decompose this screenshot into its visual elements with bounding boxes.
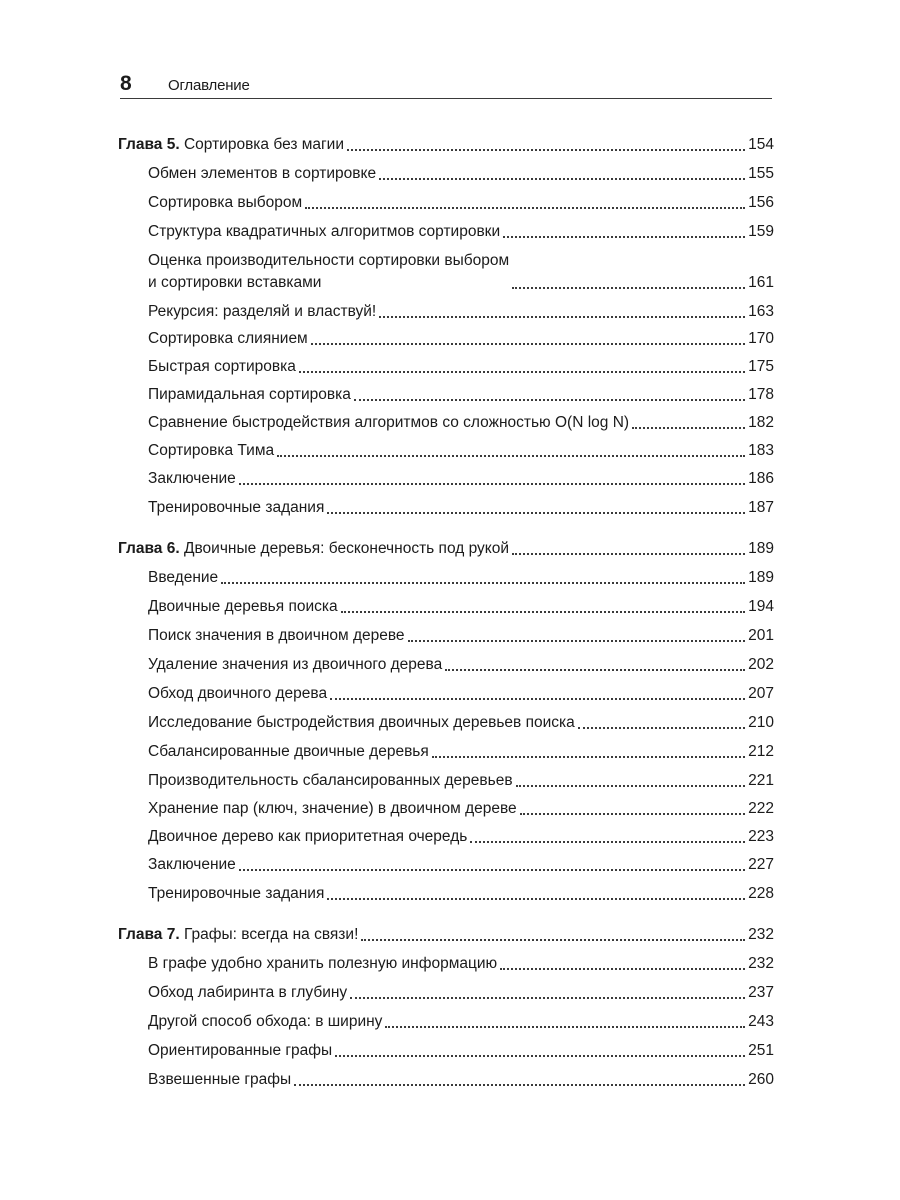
toc-entry — [148, 683, 774, 705]
toc-entry — [148, 301, 774, 323]
toc-entry — [148, 625, 774, 647]
dot-leader — [361, 939, 745, 941]
dot-leader — [294, 1084, 745, 1086]
section-title: Пирамидальная сортировка — [148, 386, 351, 403]
chapter-label: Глава 7. — [118, 926, 180, 943]
page-ref: 212 — [748, 743, 774, 760]
dot-leader — [327, 898, 745, 900]
page-ref: 175 — [748, 358, 774, 375]
section-title: Поиск значения в двоичном дереве — [148, 627, 405, 644]
toc-entry — [148, 854, 774, 876]
chapter-heading — [118, 134, 774, 156]
toc-entry — [148, 250, 774, 294]
dot-leader — [520, 813, 745, 815]
section-title: Другой способ обхода: в ширину — [148, 1013, 383, 1030]
chapter-title — [118, 134, 344, 156]
section-title: Обход двоичного дерева — [148, 685, 328, 702]
chapter-name: Сортировка без магии — [183, 136, 345, 153]
page-ref: 228 — [748, 885, 774, 902]
page-ref: 222 — [748, 800, 774, 817]
section-title-line: Оценка производительности сортировки выбором — [148, 252, 510, 269]
section-title: Двоичные деревья поиска — [148, 598, 338, 615]
section-title: Сортировка Тима — [148, 442, 275, 459]
toc-entry — [148, 440, 774, 462]
page-ref: 201 — [748, 627, 774, 644]
chapter-label: Глава 5. — [118, 136, 180, 153]
page-ref: 207 — [748, 685, 774, 702]
toc-entry — [148, 826, 774, 848]
toc-entry — [148, 384, 774, 406]
dot-leader — [341, 611, 746, 613]
chapter-label: Глава 6. — [118, 540, 180, 557]
section-title: Быстрая сортировка — [148, 358, 296, 375]
section-title: Исследование быстродействия двоичных деревьев поиска — [148, 714, 575, 731]
dot-leader — [330, 698, 745, 700]
section-title-line: и сортировки вставками — [148, 274, 322, 291]
dot-leader — [578, 727, 745, 729]
section-title: Заключение — [148, 470, 236, 487]
section-title: Введение — [148, 569, 219, 586]
toc-entry — [148, 567, 774, 589]
dot-leader — [512, 287, 745, 289]
toc-entry — [148, 741, 774, 763]
chapter-name: Графы: всегда на связи! — [183, 926, 359, 943]
page-ref: 155 — [748, 165, 774, 182]
dot-leader — [299, 371, 745, 373]
dot-leader — [445, 669, 745, 671]
page-header — [120, 72, 772, 99]
dot-leader — [277, 455, 745, 457]
dot-leader — [512, 553, 745, 555]
page-ref: 170 — [748, 330, 774, 347]
page-ref: 237 — [748, 984, 774, 1001]
section-title: Производительность сбалансированных деревьев — [148, 772, 513, 789]
page-ref: 232 — [748, 926, 774, 943]
section-title: Хранение пар (ключ, значение) в двоичном дереве — [148, 800, 517, 817]
dot-leader — [408, 640, 746, 642]
page-number: 8 — [120, 72, 132, 95]
dot-leader — [470, 841, 745, 843]
toc-entry — [148, 221, 774, 243]
dot-leader — [239, 483, 745, 485]
section-title: Сортировка выбором — [148, 194, 303, 211]
section-title: Тренировочные задания — [148, 885, 325, 902]
toc-entry — [148, 712, 774, 734]
dot-leader — [327, 512, 745, 514]
toc-entry — [148, 982, 774, 1004]
section-title: Сбалансированные двоичные деревья — [148, 743, 429, 760]
dot-leader — [354, 399, 745, 401]
dot-leader — [305, 207, 745, 209]
toc-entry — [148, 356, 774, 378]
page-ref: 210 — [748, 714, 774, 731]
dot-leader — [516, 785, 746, 787]
page-ref: 189 — [748, 540, 774, 557]
toc-entry — [148, 770, 774, 792]
section-title: Сравнение быстродействия алгоритмов со сложностью O(N log N) — [148, 414, 630, 431]
dot-leader — [632, 427, 745, 429]
section-title: Ориентированные графы — [148, 1042, 333, 1059]
page-ref: 182 — [748, 414, 774, 431]
page-ref: 159 — [748, 223, 774, 240]
toc-entry — [148, 798, 774, 820]
page-ref: 154 — [748, 136, 774, 153]
page-ref: 227 — [748, 856, 774, 873]
dot-leader — [239, 869, 745, 871]
dot-leader — [221, 582, 745, 584]
section-title: Обмен элементов в сортировке — [148, 165, 377, 182]
toc-entry — [148, 654, 774, 676]
section-title: Рекурсия: разделяй и властвуй! — [148, 303, 377, 320]
page-ref: 202 — [748, 656, 774, 673]
toc-entry — [148, 953, 774, 975]
dot-leader — [379, 316, 745, 318]
toc-entry — [148, 1069, 774, 1091]
toc-entry — [148, 883, 774, 905]
dot-leader — [500, 968, 745, 970]
page-ref: 232 — [748, 955, 774, 972]
toc-entry — [148, 1040, 774, 1062]
dot-leader — [385, 1026, 745, 1028]
dot-leader — [347, 149, 745, 151]
toc-entry — [148, 497, 774, 519]
section-title — [148, 250, 509, 294]
toc-entry — [148, 192, 774, 214]
page-ref: 161 — [748, 274, 774, 291]
page-ref: 260 — [748, 1071, 774, 1088]
page-ref: 186 — [748, 470, 774, 487]
page-ref: 183 — [748, 442, 774, 459]
page-ref: 221 — [748, 772, 774, 789]
chapter-title — [118, 538, 509, 560]
toc-entry — [148, 596, 774, 618]
toc-entry — [148, 412, 774, 434]
page-ref: 251 — [748, 1042, 774, 1059]
toc-entry — [148, 468, 774, 490]
chapter-heading — [118, 924, 774, 946]
section-title: Взвешенные графы — [148, 1071, 292, 1088]
page-ref: 243 — [748, 1013, 774, 1030]
dot-leader — [432, 756, 745, 758]
dot-leader — [379, 178, 745, 180]
section-title: Тренировочные задания — [148, 499, 325, 516]
running-title: Оглавление — [168, 77, 250, 94]
chapter-heading — [118, 538, 774, 560]
toc-entry — [148, 163, 774, 185]
dot-leader — [503, 236, 745, 238]
dot-leader — [335, 1055, 745, 1057]
section-title: Структура квадратичных алгоритмов сортировки — [148, 223, 501, 240]
page-ref: 163 — [748, 303, 774, 320]
section-title: В графе удобно хранить полезную информацию — [148, 955, 498, 972]
section-title: Двоичное дерево как приоритетная очередь — [148, 828, 468, 845]
chapter-title — [118, 924, 358, 946]
dot-leader — [311, 343, 745, 345]
section-title: Обход лабиринта в глубину — [148, 984, 348, 1001]
page-ref: 223 — [748, 828, 774, 845]
page-ref: 178 — [748, 386, 774, 403]
page-ref: 156 — [748, 194, 774, 211]
page-ref: 187 — [748, 499, 774, 516]
dot-leader — [350, 997, 745, 999]
page-ref: 189 — [748, 569, 774, 586]
toc-entry — [148, 328, 774, 350]
section-title: Сортировка слиянием — [148, 330, 308, 347]
page-ref: 194 — [748, 598, 774, 615]
toc-entry — [148, 1011, 774, 1033]
section-title: Заключение — [148, 856, 236, 873]
section-title: Удаление значения из двоичного дерева — [148, 656, 443, 673]
chapter-name: Двоичные деревья: бесконечность под рукой — [183, 540, 509, 557]
